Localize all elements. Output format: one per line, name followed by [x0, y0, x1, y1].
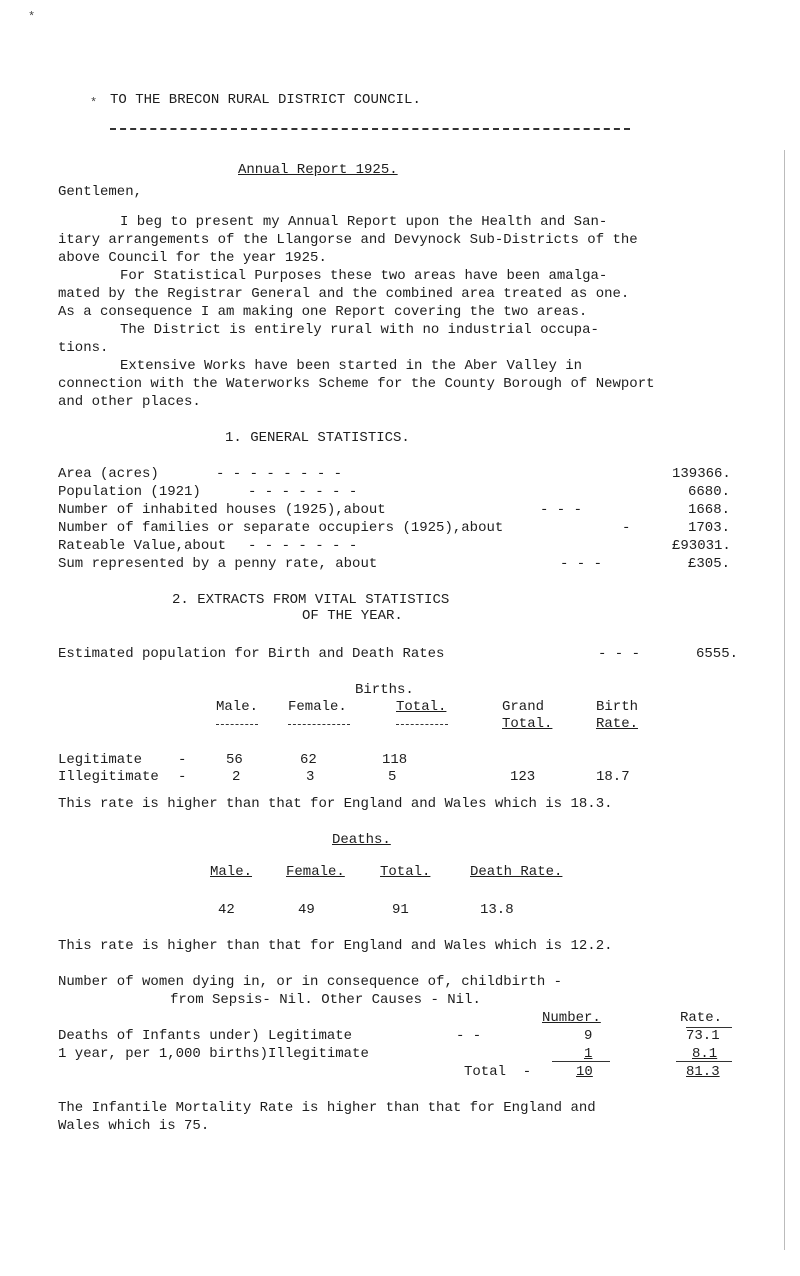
- title-dash-rule: [110, 128, 630, 130]
- stat-label: Population (1921): [58, 484, 201, 500]
- infant-total-number: 10: [576, 1064, 593, 1080]
- births-col-rate-line2: Rate.: [596, 716, 639, 732]
- estimated-population-value: 6555.: [696, 646, 739, 662]
- female-col-dash: [288, 724, 350, 725]
- infant-label-line2: 1 year, per 1,000 births)Illegitimate: [58, 1046, 369, 1062]
- births-male: 56: [226, 752, 243, 768]
- deaths-col-female: Female.: [286, 864, 345, 880]
- births-title: Births.: [355, 682, 414, 698]
- intro-line: connection with the Waterworks Scheme for the County Borough of Newport: [58, 376, 655, 392]
- infant-mortality-comparison-line2: Wales which is 75.: [58, 1118, 210, 1134]
- infant-label-line1: Deaths of Infants under) Legitimate: [58, 1028, 353, 1044]
- infant-total-label: Total -: [464, 1064, 532, 1080]
- births-row-label: Legitimate: [58, 752, 143, 768]
- birth-rate: 18.7: [596, 769, 630, 785]
- number-sum-rule: [552, 1061, 610, 1062]
- births-col-female: Female.: [288, 699, 347, 715]
- births-col-total: Total.: [396, 699, 447, 715]
- stat-label: Number of inhabited houses (1925),about: [58, 502, 386, 518]
- stat-value: 1668.: [688, 502, 731, 518]
- infant-illegit-rate: 8.1: [692, 1046, 718, 1062]
- infant-total-rate: 81.3: [686, 1064, 720, 1080]
- infant-legit-rate: 73.1: [686, 1028, 720, 1044]
- deaths-col-rate: Death Rate.: [470, 864, 563, 880]
- stat-value: £305.: [688, 556, 731, 572]
- infant-illegit-number: 1: [584, 1046, 593, 1062]
- total-col-dash: [396, 724, 448, 725]
- male-col-dash: [216, 724, 258, 725]
- legit-rate-rule: [686, 1027, 732, 1028]
- stat-leader: - - - - - - -: [248, 538, 358, 554]
- vital-statistics-heading: 2. EXTRACTS FROM VITAL STATISTICS: [172, 592, 450, 608]
- stat-value: 139366.: [672, 466, 731, 482]
- intro-line: For Statistical Purposes these two areas have been amalga-: [120, 268, 608, 284]
- stat-leader: - - -: [540, 502, 583, 518]
- estimated-population-leader: - - -: [598, 646, 641, 662]
- stat-leader: - - -: [560, 556, 603, 572]
- stat-label: Area (acres): [58, 466, 159, 482]
- stat-label: Number of families or separate occupiers (1925),about: [58, 520, 504, 536]
- intro-line: As a consequence I am making one Report covering the two areas.: [58, 304, 588, 320]
- stat-label: Rateable Value,about: [58, 538, 227, 554]
- births-col-grand-line2: Total.: [502, 716, 553, 732]
- intro-line: and other places.: [58, 394, 201, 410]
- stat-leader: -: [622, 520, 631, 536]
- infant-mortality-comparison: The Infantile Mortality Rate is higher than that for England and: [58, 1100, 596, 1116]
- stat-leader: - - - - - - - -: [216, 466, 343, 482]
- page-edge: [784, 150, 785, 1250]
- vital-statistics-heading-line2: OF THE YEAR.: [302, 608, 403, 624]
- births-female: 3: [306, 769, 315, 785]
- births-male: 2: [232, 769, 241, 785]
- births-col-grand: Grand: [502, 699, 545, 715]
- document-title: TO THE BRECON RURAL DISTRICT COUNCIL.: [110, 92, 421, 108]
- births-col-male: Male.: [216, 699, 259, 715]
- intro-line: above Council for the year 1925.: [58, 250, 327, 266]
- intro-line: Extensive Works have been started in the Aber Valley in: [120, 358, 583, 374]
- infant-legit-number: 9: [584, 1028, 593, 1044]
- salutation: Gentlemen,: [58, 184, 143, 200]
- infant-leader: - -: [456, 1028, 482, 1044]
- births-total: 118: [382, 752, 408, 768]
- report-subtitle: Annual Report 1925.: [238, 162, 398, 178]
- births-col-rate: Birth: [596, 699, 639, 715]
- births-row-dash: -: [178, 752, 187, 768]
- stat-value: 6680.: [688, 484, 731, 500]
- scan-mark: *: [90, 96, 98, 110]
- births-grand-total: 123: [510, 769, 536, 785]
- intro-line: itary arrangements of the Llangorse and Devynock Sub-Districts of the: [58, 232, 638, 248]
- death-rate: 13.8: [480, 902, 514, 918]
- birth-rate-comparison: This rate is higher than that for England and Wales which is 18.3.: [58, 796, 613, 812]
- deaths-female: 49: [298, 902, 315, 918]
- deaths-title: Deaths.: [332, 832, 391, 848]
- childbirth-line: Number of women dying in, or in consequence of, childbirth -: [58, 974, 563, 990]
- general-statistics-heading: 1. GENERAL STATISTICS.: [225, 430, 410, 446]
- deaths-total: 91: [392, 902, 409, 918]
- scan-mark: *: [28, 10, 36, 24]
- births-row-label: Illegitimate: [58, 769, 159, 785]
- stat-value: 1703.: [688, 520, 731, 536]
- stat-label: Sum represented by a penny rate, about: [58, 556, 378, 572]
- infant-col-rate: Rate.: [680, 1010, 723, 1026]
- stat-value: £93031.: [672, 538, 731, 554]
- deaths-col-male: Male.: [210, 864, 253, 880]
- childbirth-line: from Sepsis- Nil. Other Causes - Nil.: [170, 992, 481, 1008]
- deaths-male: 42: [218, 902, 235, 918]
- intro-line: tions.: [58, 340, 109, 356]
- deaths-col-total: Total.: [380, 864, 431, 880]
- estimated-population-label: Estimated population for Birth and Death Rates: [58, 646, 445, 662]
- intro-line: mated by the Registrar General and the combined area treated as one.: [58, 286, 630, 302]
- rate-sum-rule: [676, 1061, 732, 1062]
- infant-col-number: Number.: [542, 1010, 601, 1026]
- intro-line: I beg to present my Annual Report upon the Health and San-: [120, 214, 608, 230]
- births-female: 62: [300, 752, 317, 768]
- stat-leader: - - - - - - -: [248, 484, 358, 500]
- births-row-dash: -: [178, 769, 187, 785]
- births-total: 5: [388, 769, 397, 785]
- intro-line: The District is entirely rural with no industrial occupa-: [120, 322, 599, 338]
- death-rate-comparison: This rate is higher than that for England and Wales which is 12.2.: [58, 938, 613, 954]
